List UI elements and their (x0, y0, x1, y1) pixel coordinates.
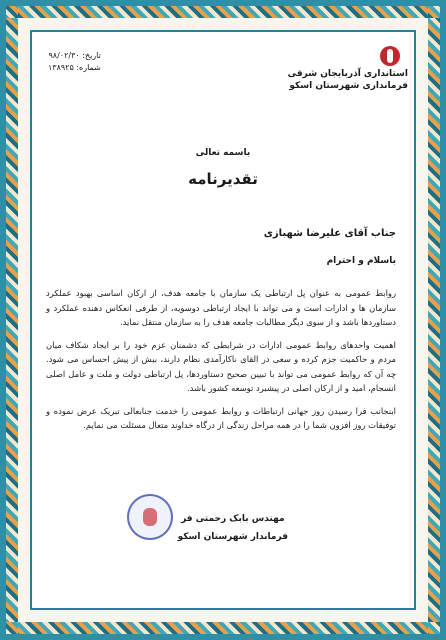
date-label: تاریخ: (82, 51, 101, 60)
letter-body (46, 286, 396, 441)
number-row (48, 62, 101, 74)
basmala: باسمه تعالی (195, 148, 251, 158)
signatory-name: مهندس بابک رحمتی فر (181, 514, 285, 524)
number-value: ۱۳۸۹۲۵ (48, 63, 74, 72)
official-stamp-icon (127, 494, 173, 540)
number-label: شماره: (76, 63, 101, 72)
org-line-1: استانداری آذربایجان شرقی (287, 69, 408, 79)
paragraph-2: اهمیت واحدهای روابط عمومی ادارات در شرایطی که دشمنان عزم خود را بر ایجاد شکاف میان مردم و حاکمیت جزم کرده و سعی در القای ناکارآمدی نظام دارند، بیش از پیش احساس می شود. چه آن که روابط عمومی می تواند با تبیین صحیح دستاوردها، پل ارتباطی دولت و ملت و عامل اصلی انسجام، امید و از ارکان اصلی در پیشبرد توسعه کشور باشد. (46, 339, 396, 393)
greeting: باسلام و احترام (326, 256, 396, 266)
paragraph-1: روابط عمومی به عنوان پل ارتباطی یک سازمان با جامعه هدف، از ارکان اساسی بهبود عملکرد سازمان ها و ادارات است و می تواند با ایجاد ارتباطی دوسویه، از طرفی انعکاس دهنده عملکرد و دستاوردها باشد و از سوی دیگر مطالبات جامعه هدف را به سازمان منتقل نماید. (46, 288, 396, 327)
addressee: جناب آقای علیرضا شهبازی (263, 228, 396, 239)
org-line-2: فرمانداری شهرستان اسکو (289, 81, 408, 91)
organization-block (288, 68, 408, 92)
letter-meta (48, 50, 101, 74)
signatory-position: فرماندار شهرستان اسکو (177, 532, 288, 542)
letterhead (38, 38, 408, 102)
date-row (48, 50, 101, 62)
date-value: ۹۸/۰۲/۳۰ (48, 51, 80, 60)
certificate-content (38, 38, 408, 598)
iran-emblem-icon (380, 46, 400, 66)
page-title: تقدیرنامه (188, 170, 258, 188)
paragraph-3: اینجانب فرا رسیدن روز جهانی ارتباطات و روابط عمومی را خدمت جنابعالی تبریک عرض نموده و توفیقات روز افزون شما را در همه مراحل زندگی از درگاه خداوند متعال مسئلت می نمایم. (46, 405, 396, 430)
signature-block (178, 510, 288, 546)
